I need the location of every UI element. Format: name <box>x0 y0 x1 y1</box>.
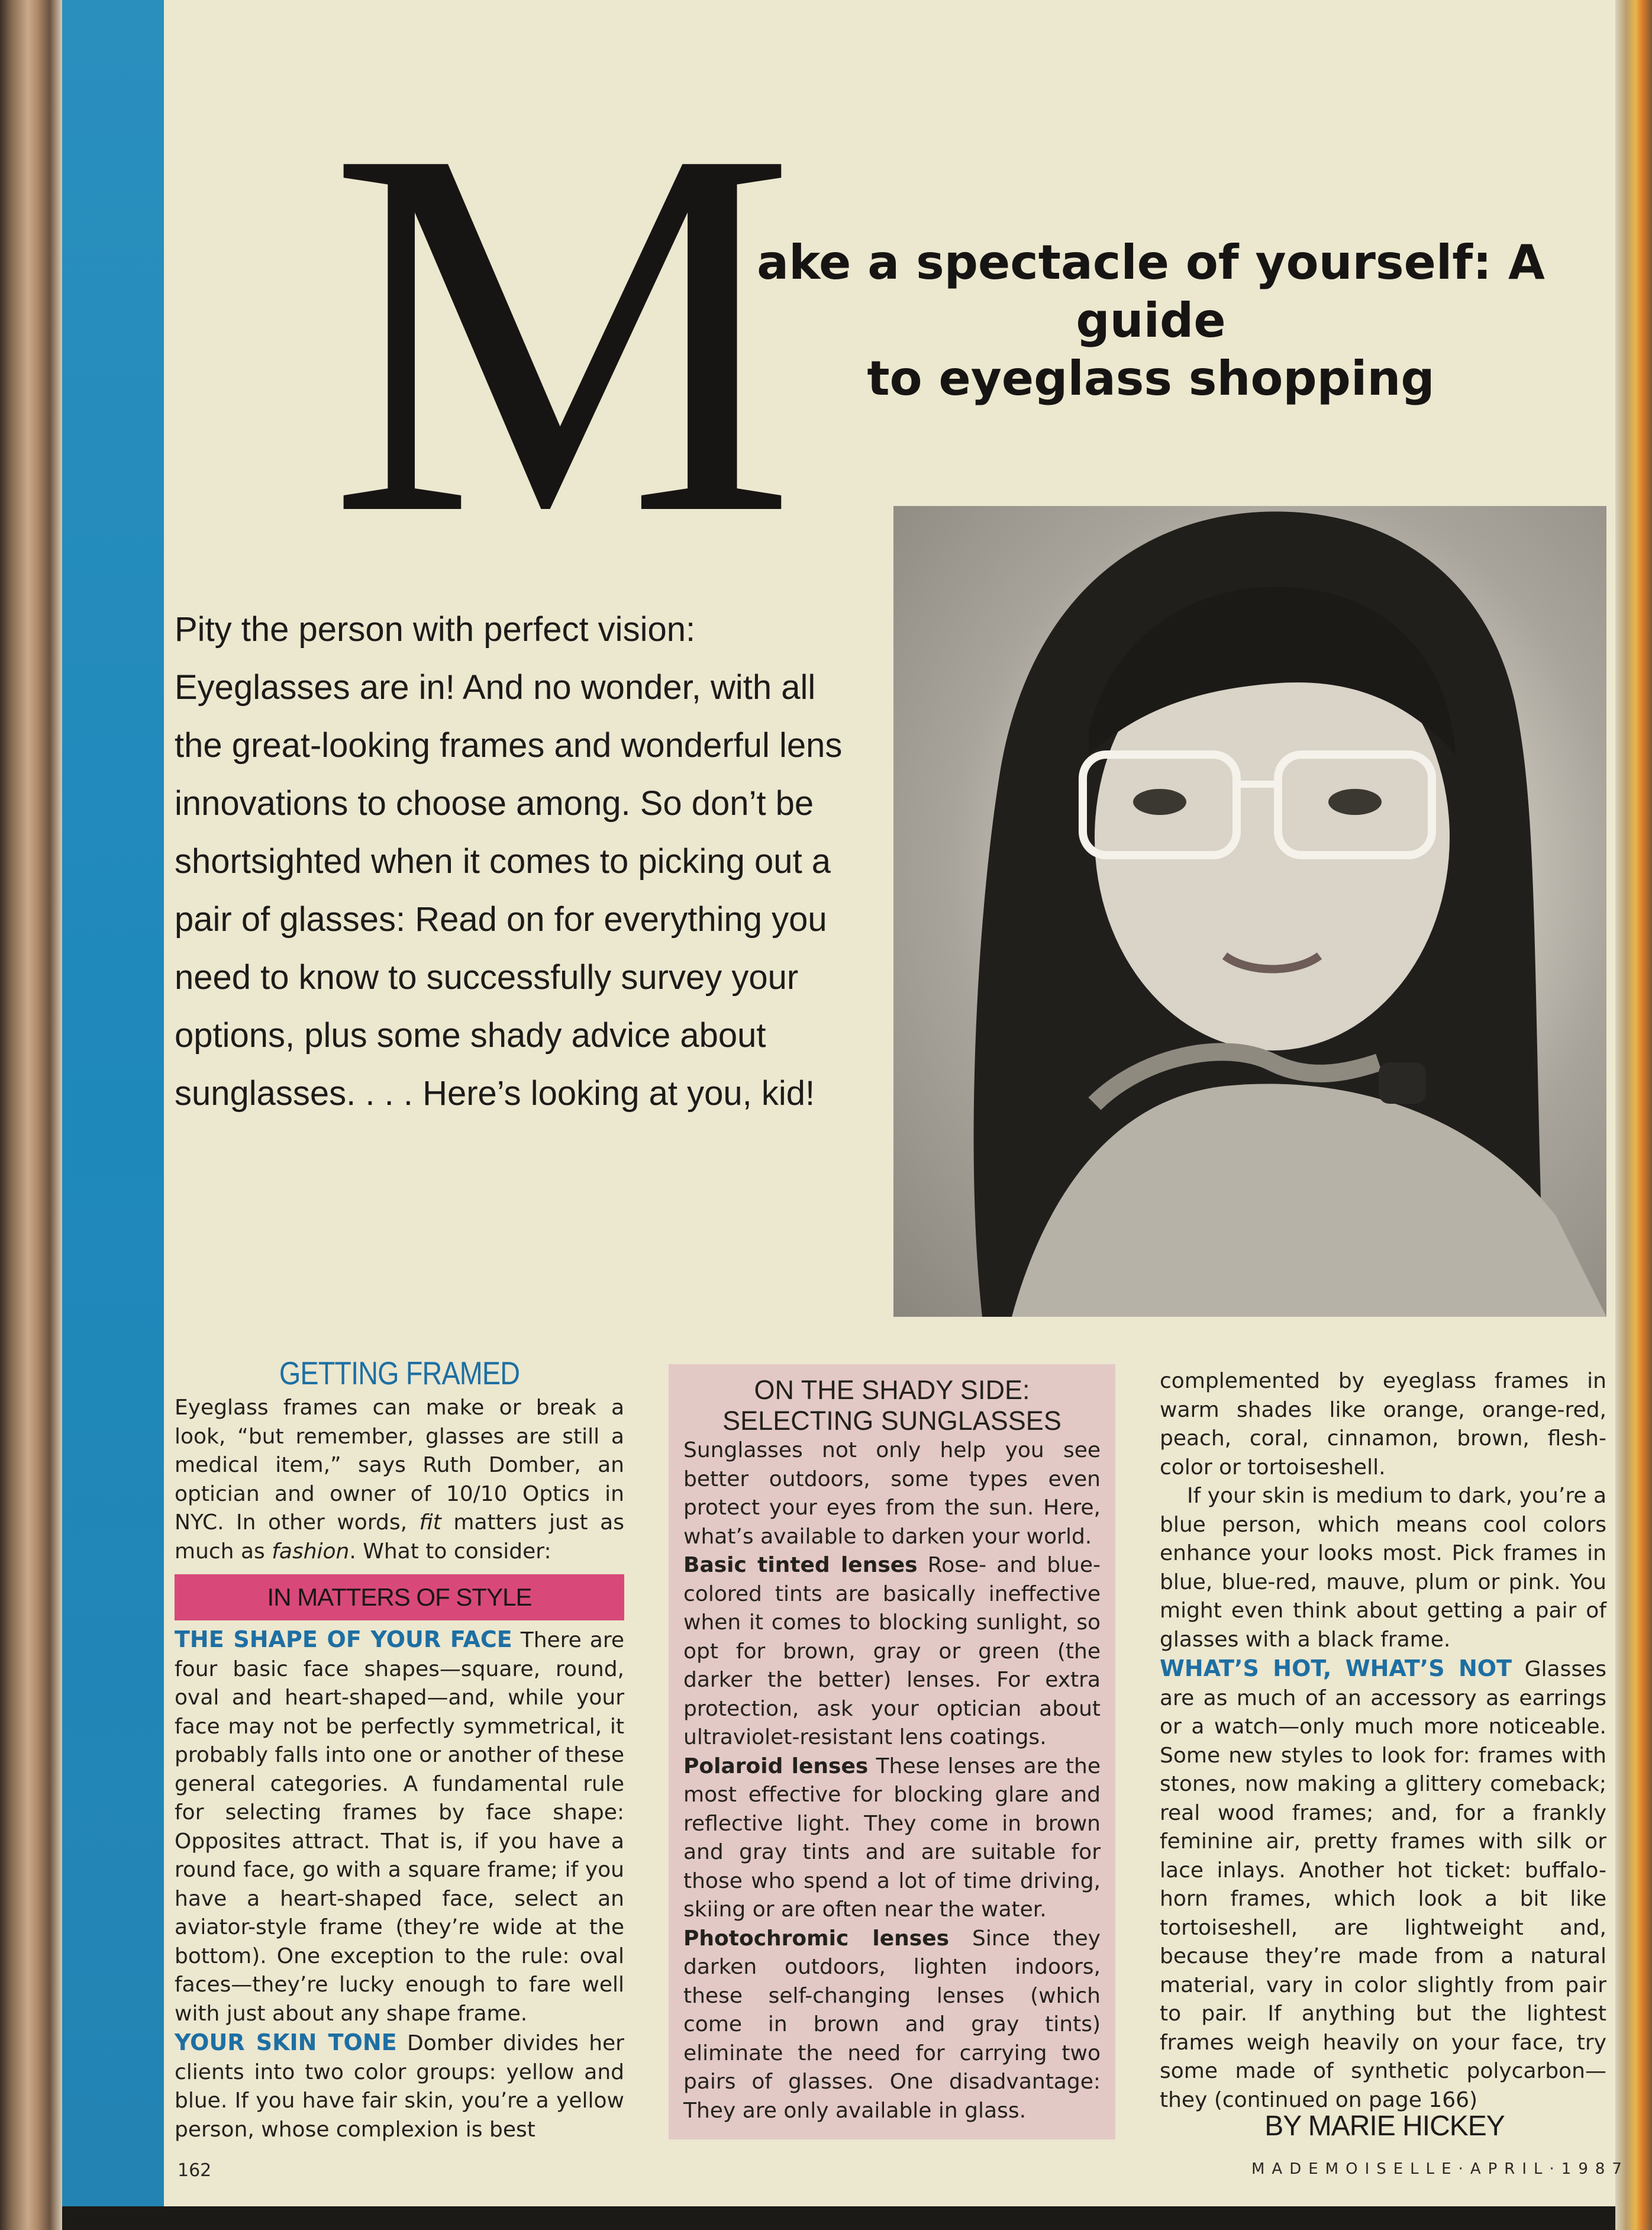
face-shape-text: There are four basic face shapes—square, round, oval and heart-shaped—and, while your face may not be perfectly symmetrical, it probably falls into one or another of these general categories. A fundamental rule for selecting frames by face shape: Opposites attract. That is, if you have a round face, go with a square frame; if you have a heart-shaped face, select an aviator-style frame (they’re wide at the bottom). One exception to the rule: oval faces—they’re lucky enough to fare well with just about any shape frame. <box>175 1628 625 2026</box>
photochromic-lenses-paragraph <box>683 1925 1101 2126</box>
skin-tone-paragraph <box>175 2028 624 2144</box>
intro-text-a: Eyeglass frames can make or break a look, “but remember, glasses are still a medical item,” says Ruth Domber, an optician and owner of 10/10 Optics in NYC. In other words, <box>175 1396 624 1535</box>
subhead-skin-tone: YOUR SKIN TONE <box>175 2029 397 2055</box>
column-continued <box>1160 1367 1606 2115</box>
sidebar-heading-line-1: ON THE SHADY SIDE: <box>754 1375 1030 1405</box>
blue-margin-band <box>62 0 164 2206</box>
fashion-word: fashion <box>272 1539 350 1564</box>
sidebar-heading-line-2: SELECTING SUNGLASSES <box>722 1406 1061 1436</box>
sunglasses-intro: Sunglasses not only help you see better outdoors, some types even protect your eyes from the sun. Here, what’s available to darken your world. <box>683 1438 1101 1549</box>
section-heading-getting-framed: GETTING FRAMED <box>279 1355 520 1391</box>
skin-tone-text: Domber divides her clients into two color groups: yellow and blue. If you have fair skin, you’re a yellow person, whose complexion is best <box>175 2031 624 2142</box>
intro-paragraph: Pity the person with perfect vision: Eyeglasses are in! And no wonder, with all the great-looking frames and wonderful lens innovations to choose among. So don’t be shortsighted when it comes to picking out a pair of glasses: Read on for everything you need to know to successfully survey your options, plus some shady advice about sunglasses. . . . Here’s looking at you, kid! <box>175 610 843 1113</box>
headline-line-2: to eyeglass shopping <box>867 351 1435 406</box>
style-banner: IN MATTERS OF STYLE <box>175 1574 624 1620</box>
warm-colors-paragraph: complemented by eyeglass frames in warm shades like orange, orange-red, peach, coral, cinnamon, brown, flesh-color or tortoiseshell. <box>1160 1369 1606 1480</box>
right-page-edge <box>1615 0 1652 2230</box>
left-page-edge <box>0 0 62 2230</box>
intro-text-c: . What to consider: <box>349 1539 551 1564</box>
getting-framed-intro <box>175 1394 624 1566</box>
subhead-face-shape: THE SHAPE OF YOUR FACE <box>175 1626 512 1652</box>
fit-word: fit <box>419 1510 441 1535</box>
column-getting-framed <box>175 1352 624 2144</box>
subhead-tinted: Basic tinted lenses <box>683 1553 918 1577</box>
face-shape-paragraph <box>175 1625 624 2028</box>
drop-cap: M <box>328 40 793 623</box>
whats-hot-paragraph <box>1160 1654 1606 2115</box>
intro-text-b: matters just as much as <box>175 1510 624 1564</box>
byline: BY MARIE HICKEY <box>1264 2110 1505 2142</box>
portrait-photo <box>893 506 1606 1317</box>
page-number: 162 <box>178 2160 212 2181</box>
sidebar-heading <box>683 1375 1101 1436</box>
headline-line-1: ake a spectacle of yourself: A guide <box>757 235 1545 348</box>
whats-hot-text: Glasses are as much of an accessory as earrings or a watch—only much more noticeable. Some new styles to look for: frames with stones, now making a glittery comeback; real wood frames; and, for a frankly feminine air, pretty frames with silk or lace inlays. Another hot ticket: buffalo-horn frames, which look a bit like tortoiseshell, are lightweight and, because they’re made from a natural material, vary in color slightly from pair to pair. If anything but the lightest frames weigh heavily on your face, try some made of synthetic polycarbon—they (continued on page 166) <box>1160 1657 1606 2112</box>
subhead-photochromic: Photochromic lenses <box>683 1926 950 1951</box>
sidebar-sunglasses <box>669 1364 1115 2139</box>
headline <box>698 234 1603 408</box>
photochromic-text: Since they darken outdoors, lighten indoors, these self-changing lenses (which come in brown and gray tints) eliminate the need for carrying two pairs of glasses. One disadvantage: They are only available in glass. <box>683 1926 1101 2123</box>
folio-line: MADEMOISELLE·APRIL·1987 <box>1251 2160 1629 2178</box>
subhead-whats-hot: WHAT’S HOT, WHAT’S NOT <box>1160 1655 1512 1681</box>
polaroid-text: These lenses are the most effective for blocking glare and reflective light. They come in brown and gray tints and are suitable for those who spend a lot of time driving, skiing or are often near the water. <box>683 1754 1101 1922</box>
portrait-illustration <box>893 506 1606 1317</box>
polaroid-lenses-paragraph <box>683 1752 1101 1925</box>
tinted-lenses-paragraph <box>683 1551 1101 1752</box>
blue-person-paragraph: If your skin is medium to dark, you’re a blue person, which means cool colors enhance your looks most. Pick frames in blue, blue-red, mauve, plum or pink. You might even think about getting a pair of glasses with a black frame. <box>1160 1484 1606 1652</box>
tinted-text: Rose- and blue-colored tints are basically ineffective when it comes to blocking sunlight, so opt for brown, gray or green (the darker the better) lenses. For extra protection, ask your optician about ultraviolet-resistant lens coatings. <box>683 1553 1101 1749</box>
subhead-polaroid: Polaroid lenses <box>683 1754 869 1778</box>
